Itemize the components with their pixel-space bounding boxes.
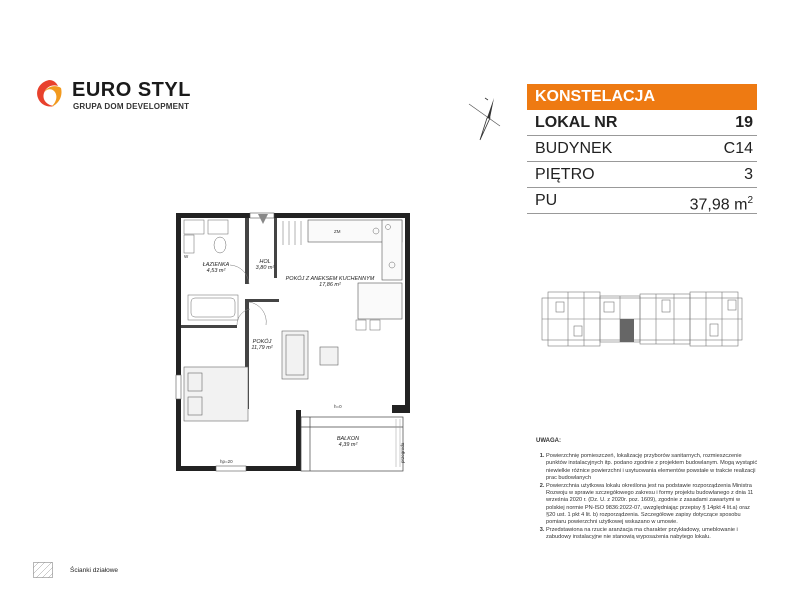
room-balcony-area: 4,39 m² <box>338 442 358 448</box>
notes <box>536 438 758 543</box>
notes-title: UWAGA: <box>536 438 561 444</box>
notes-item: 2. Powierzchnia użytkowa lokalu określona jest na podstawie rozporządzenia Ministra Rozwoju w sprawie szczegółowego zakresu i formy projektu budowlanego z dnia 11 września 2020 r. (Dz. U. z 2020r. poz. 1609), zgodnie z zasadami zawartymi w polskiej normie PN-ISO 9836:2022-07, uwzględniając przepisy § 14pkt 4 lit.a) oraz §20 ust. 1 pkt 4 lit. b) rozporządzenia. Szczegółowe zapisy dotyczące sposobu pomiaru powierzchni użytkowej wskazano w umowie. <box>546 483 758 526</box>
floor-value: 3 <box>744 166 753 183</box>
room-balcony-name: BALKON <box>336 436 360 442</box>
room-hall-area: 3,80 m² <box>255 265 275 271</box>
washer-label: W <box>184 254 189 259</box>
floor-height-label-2: hp=20 <box>220 459 233 464</box>
room-bathroom-area: 4,53 m² <box>206 268 226 274</box>
legend-label: Ścianki działowe <box>70 567 119 574</box>
room-bedroom-name: POKÓJ <box>252 339 272 345</box>
room-living-kitchen-area: 17,86 m² <box>319 282 341 288</box>
unit-value: 19 <box>735 114 753 131</box>
info-row-floor <box>527 162 757 188</box>
info-row-unit <box>527 110 757 136</box>
entrance-arrow-icon <box>258 214 268 224</box>
notes-list <box>536 453 758 541</box>
euro-styl-logo-icon <box>34 78 64 110</box>
project-name: KONSTELACJA <box>527 84 757 110</box>
logo-name: EURO STYL <box>72 79 191 101</box>
area-label: PU <box>535 192 558 209</box>
notes-item: 1. Powierzchnię pomieszczeń, lokalizację przyborów sanitarnych, rozmieszczenie punktów instalacyjnych itp. podano zgodnie z projektem budowlanym. Mogą wystąpić niewielkie różnice powierzchni i usytuowania elementów powstałe w trakcie realizacji prac budowlanych <box>546 453 758 482</box>
building-label: BUDYNEK <box>535 140 613 157</box>
building-key-plan <box>538 288 744 350</box>
floor-plan <box>170 205 420 477</box>
notes-item: 3. Przedstawiona na rzucie aranżacja ma charakter przykładowy, umeblowanie i zabudowy instalacyjne nie stanowią wyposażenia nabytego lokalu. <box>546 527 758 541</box>
fridge-label: ZM <box>334 229 341 234</box>
floor-label: PIĘTRO <box>535 166 595 183</box>
info-row-area <box>527 188 757 214</box>
legend <box>33 562 163 580</box>
room-bedroom-area: 11,79 m² <box>251 345 273 351</box>
logo <box>34 78 194 114</box>
partition-label: przegroda <box>400 442 405 463</box>
info-row-building <box>527 136 757 162</box>
area-value: 37,98 $m^2$ <box>689 195 753 214</box>
unit-label: LOKAL NR <box>535 114 618 131</box>
building-value: C14 <box>723 140 753 157</box>
room-hall-name: HOL <box>259 259 271 265</box>
apartment-info-panel <box>527 84 757 214</box>
partition-wall-swatch-icon <box>33 562 53 578</box>
room-bathroom-name: ŁAZIENKA <box>202 262 230 268</box>
north-arrow-icon <box>466 96 504 142</box>
floor-height-label: h=0 <box>334 404 342 409</box>
room-living-kitchen-name: POKÓJ Z ANEKSEM KUCHENNYM <box>285 276 375 282</box>
logo-subtitle: GRUPA DOM DEVELOPMENT <box>73 102 190 111</box>
